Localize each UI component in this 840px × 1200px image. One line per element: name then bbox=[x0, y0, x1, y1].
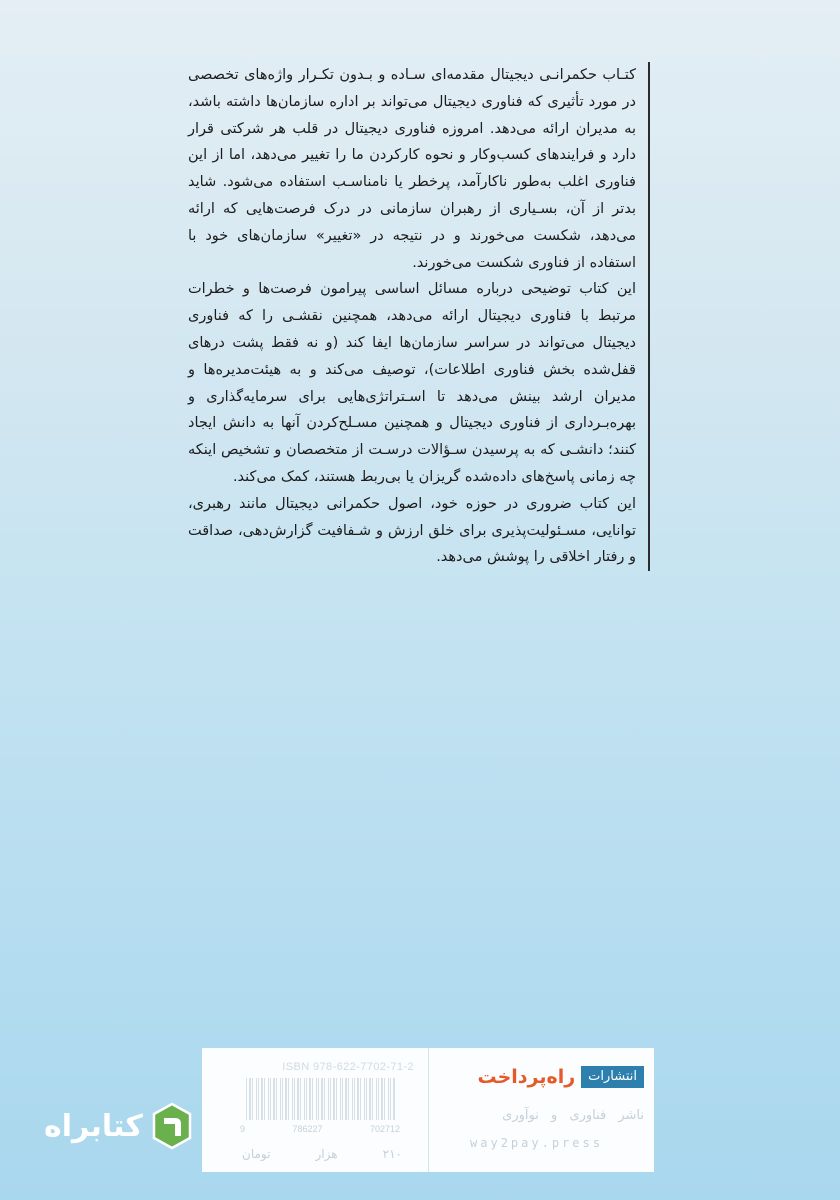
price-currency: تومان bbox=[242, 1147, 271, 1161]
store-logo bbox=[44, 1102, 193, 1150]
barcode-graphic bbox=[246, 1078, 396, 1120]
price bbox=[242, 1147, 402, 1161]
isbn-price-box bbox=[202, 1048, 428, 1172]
store-name: کتابراه bbox=[44, 1108, 143, 1144]
book-blurb bbox=[188, 62, 650, 571]
barcode-digit-group: 702712 bbox=[369, 1124, 400, 1134]
publisher-logo bbox=[477, 1066, 644, 1088]
publisher-label: انتشارات bbox=[581, 1066, 644, 1088]
barcode-digit-group: 786227 bbox=[292, 1124, 323, 1134]
isbn-number: ISBN 978-622-7702-71-2 bbox=[282, 1061, 414, 1073]
publisher-brand: راه‌پرداخت bbox=[477, 1066, 576, 1088]
barcode-digit-group: 9 bbox=[240, 1124, 246, 1134]
blurb-paragraph-3: این کتاب ضروری در حوزه خود، اصول حکمرانی دیجیتال مانند رهبری، توانایی، مسـئولیت‌پذیری برای خلق ارزش و شـفافیت گزارش‌دهی، صداقت و رفتار اخلاقی را پوشش می‌دهد. bbox=[188, 495, 636, 566]
publisher-tagline: ناشر فناوری و نوآوری bbox=[502, 1108, 644, 1123]
publisher-website: way2pay.press bbox=[470, 1136, 603, 1150]
blurb-paragraph-1: کتـاب حکمرانـی دیجیتال مقدمه‌ای سـاده و بـدون تکـرار واژه‌های تخصصی در مورد تأثیری که فناوری دیجیتال می‌تواند بر اداره سازمان‌ها داشته باشد، به مدیران ارائه می‌دهد. امروزه فناوری دیجیتال در قلب هر شرکتی قرار دارد و فرایندهای کسب‌وکار و نحوه کارکردن ما را تغییر می‌دهد، اما از این فناوری اغلب به‌طور ناکارآمد، پرخطر یا نامناسـب استفاده می‌شود. شاید بدتر از آن، بسـیاری از رهبران سازمانی در درک فرصت‌هایی که ارائه می‌دهد، شکست می‌خورند و در نتیجه در «تغییر» سازمان‌های خود با استفاده از فناوری شکست می‌خورند. bbox=[188, 67, 636, 271]
blurb-paragraph-2: این کتاب توضیحی درباره مسائل اساسی پیرامون فرصت‌ها و خطرات مرتبط با فناوری دیجیتال ارائه می‌دهد، همچنین نقشـی را که فناوری دیجیتال می‌تواند در سراسر سازمان‌ها ایفا کند (و نه فقط پشت درهای قفل‌شده بخش فناوری اطلاعات)، توصیف می‌کند و به هیئت‌مدیره‌ها و مدیران ارشد بینش می‌دهد تا اسـتراتژی‌هایی برای سرمایه‌گذاری و بهره‌بـرداری از فناوری دیجیتال و همچنین مسـلح‌کردن آنها به دانش ایجاد کنند؛ دانشـی که به پرسیدن سـؤالات درسـت از متخصصان و تشخیص اینکه چه زمانی پاسخ‌های داده‌شده گریزان یا بی‌ربط هستند، کمک می‌کند. bbox=[188, 281, 636, 485]
store-logo-icon bbox=[151, 1102, 193, 1150]
price-word: هزار bbox=[315, 1147, 338, 1161]
publisher-box bbox=[428, 1048, 654, 1172]
barcode-digits bbox=[240, 1124, 400, 1134]
price-number: ۲۱۰ bbox=[382, 1147, 402, 1161]
